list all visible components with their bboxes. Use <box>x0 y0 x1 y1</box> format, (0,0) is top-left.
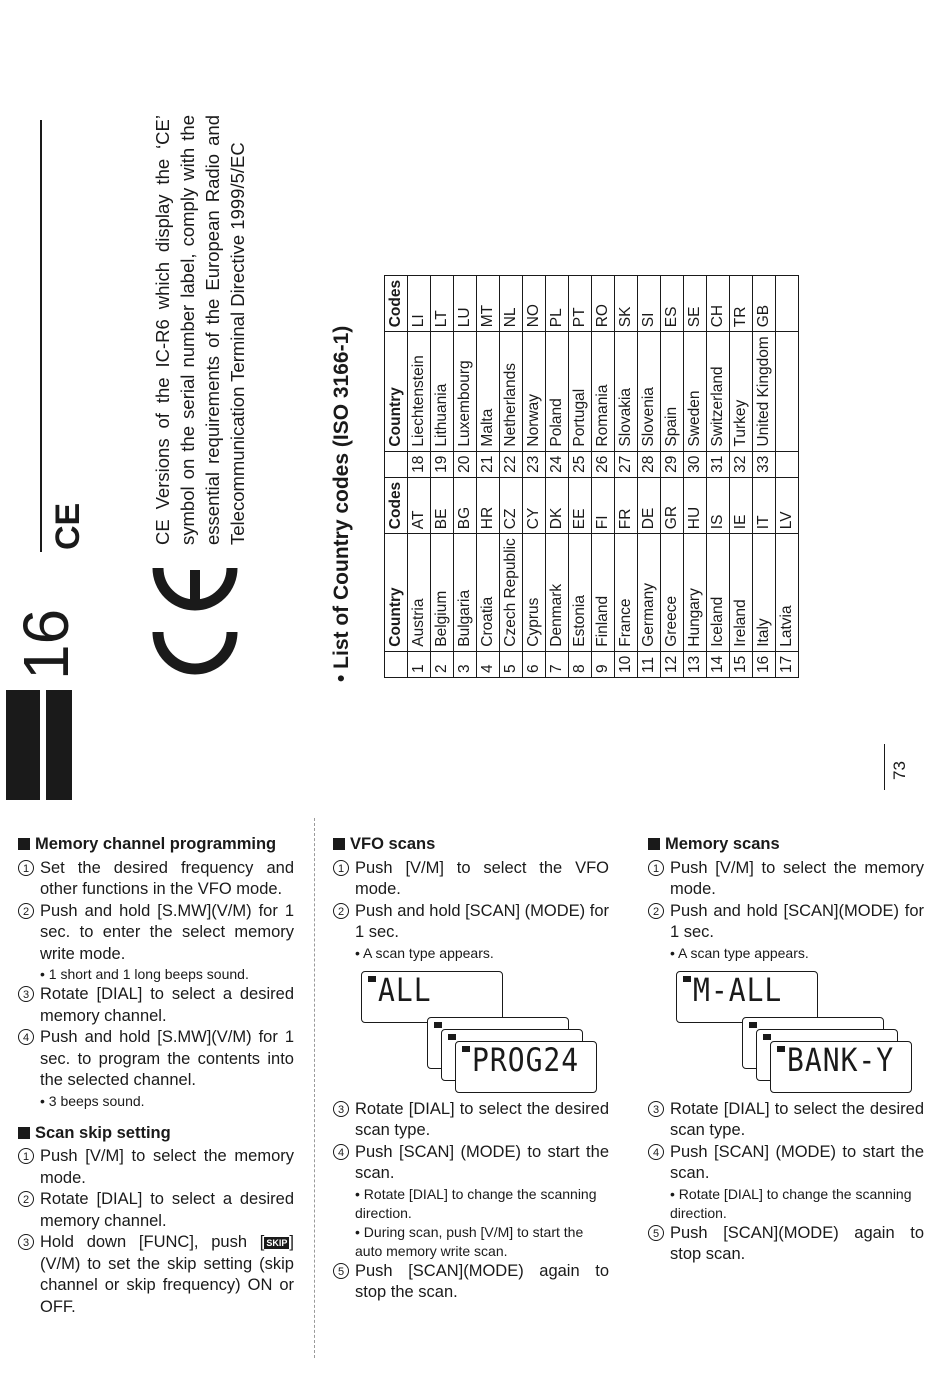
table-cell: Poland <box>546 332 569 451</box>
step-text: Hold down [FUNC], push [ <box>40 1233 265 1251</box>
table-cell: 26 <box>592 451 615 477</box>
table-cell: 19 <box>431 451 454 477</box>
table-cell: Estonia <box>569 534 592 652</box>
step-text: Push [SCAN] (MODE) to start the scan. <box>670 1142 924 1182</box>
table-cell: 25 <box>569 451 592 477</box>
table-cell: 4 <box>477 651 500 677</box>
page-number-rule <box>884 744 885 790</box>
table-row <box>477 275 500 677</box>
table-cell: Switzerland <box>707 332 730 451</box>
table-cell: ES <box>661 275 684 331</box>
lcd-display <box>455 1041 597 1093</box>
lcd-text: PROG24 <box>472 1040 580 1079</box>
circled-1-icon: 1 <box>18 1148 34 1164</box>
table-cell: SK <box>615 275 638 331</box>
table-cell: NL <box>500 275 523 331</box>
table-cell: Romania <box>592 332 615 451</box>
table-cell: CZ <box>500 477 523 533</box>
table-cell: 13 <box>684 651 707 677</box>
table-cell: 33 <box>753 451 776 477</box>
step-text: ] (V/M) to set the skip setting (skip channel or skip frequency) ON or OFF. <box>40 1233 294 1316</box>
step <box>648 858 924 901</box>
table-cell: GR <box>661 477 684 533</box>
circled-3-icon: 3 <box>648 1101 664 1117</box>
section-title <box>333 834 609 856</box>
step-text: Push [V/M] to select the memory mode. <box>670 858 924 898</box>
table-cell: BE <box>431 477 454 533</box>
table-cell: 10 <box>615 651 638 677</box>
chapter-number: 16 <box>10 608 82 680</box>
chapter-tab-bar <box>6 690 40 800</box>
table-cell: Portugal <box>569 332 592 451</box>
table-cell: SE <box>684 275 707 331</box>
lcd-text: BANK-Y <box>787 1040 895 1079</box>
table-cell: 5 <box>500 651 523 677</box>
step <box>648 1099 924 1142</box>
table-cell: 29 <box>661 451 684 477</box>
table-cell: Finland <box>592 534 615 652</box>
table-row <box>661 275 684 677</box>
table-cell: HR <box>477 477 500 533</box>
step-text: Push [V/M] to select the memory mode. <box>40 1147 294 1187</box>
table-cell: 24 <box>546 451 569 477</box>
column-left <box>18 834 294 1318</box>
section-title <box>18 1123 294 1145</box>
table-cell <box>385 651 408 677</box>
step-text: Push [SCAN](MODE) again to stop the scan. <box>355 1261 609 1301</box>
ce-description: CE Versions of the IC-R6 which display the ‘CE’ symbol on the serial number label, comply with the essential requirements of the European Radio and Telecommunication Terminal Directive 1999/5/EC <box>152 115 248 545</box>
circled-5-icon: 5 <box>333 1263 349 1279</box>
table-row <box>523 275 546 677</box>
table-cell: 32 <box>730 451 753 477</box>
table-cell: Austria <box>408 534 431 652</box>
step-text: Rotate [DIAL] to select a desired memory channel. <box>40 985 294 1025</box>
table-cell: 18 <box>408 451 431 477</box>
table-cell: RO <box>592 275 615 331</box>
table-cell: Malta <box>477 332 500 451</box>
country-code-table <box>384 275 799 678</box>
circled-1-icon: 1 <box>18 860 34 876</box>
step-note: • During scan, push [V/M] to start the auto memory write scan. <box>355 1223 584 1259</box>
table-cell: Germany <box>638 534 661 652</box>
circled-3-icon: 3 <box>18 986 34 1002</box>
table-cell: Spain <box>661 332 684 451</box>
step <box>18 1027 294 1092</box>
step-note: • A scan type appears. <box>670 944 809 961</box>
step-text: Push and hold [S.MW](V/M) for 1 sec. to enter the select memory write mode. <box>40 901 294 963</box>
table-cell: GB <box>753 275 776 331</box>
circled-5-icon: 5 <box>648 1225 664 1241</box>
step-text: Set the desired frequency and other functions in the VFO mode. <box>40 858 294 898</box>
section-title <box>648 834 924 856</box>
table-cell: 15 <box>730 651 753 677</box>
lcd-display <box>770 1041 912 1093</box>
circled-2-icon: 2 <box>18 1191 34 1207</box>
step-note: • 3 beeps sound. <box>40 1092 145 1109</box>
table-cell: Iceland <box>707 534 730 652</box>
table-header-row <box>385 275 408 677</box>
table-cell: Sweden <box>684 332 707 451</box>
table-cell: Denmark <box>546 534 569 652</box>
table-cell: 3 <box>454 651 477 677</box>
table-cell: Greece <box>661 534 684 652</box>
lcd-indicator-icon <box>448 1034 456 1040</box>
table-cell: Belgium <box>431 534 454 652</box>
table-cell: LU <box>454 275 477 331</box>
table-cell: NO <box>523 275 546 331</box>
page-number: 73 <box>890 761 909 780</box>
table-cell: 30 <box>684 451 707 477</box>
table-row <box>546 275 569 677</box>
section-title-text: Memory scans <box>665 835 780 853</box>
circled-4-icon: 4 <box>333 1144 349 1160</box>
table-row <box>753 275 776 677</box>
table-cell: Slovenia <box>638 332 661 451</box>
step <box>333 901 609 944</box>
circled-4-icon: 4 <box>648 1144 664 1160</box>
step-text: Push [V/M] to select the VFO mode. <box>355 858 609 898</box>
table-cell: Cyprus <box>523 534 546 652</box>
step <box>18 901 294 966</box>
lcd-indicator-icon <box>749 1022 757 1028</box>
table-cell: Netherlands <box>500 332 523 451</box>
table-row <box>592 275 615 677</box>
step-text: Push [SCAN] (MODE) to start the scan. <box>355 1142 609 1182</box>
section-title-text: Memory channel programming <box>35 835 277 853</box>
table-row <box>776 275 799 677</box>
table-cell: 20 <box>454 451 477 477</box>
lcd-indicator-icon <box>683 976 691 982</box>
table-cell: Luxembourg <box>454 332 477 451</box>
table-cell: Liechtenstein <box>408 332 431 451</box>
skip-key-icon: SKIP <box>266 1238 288 1248</box>
table-cell: Czech Republic <box>500 534 523 652</box>
table-cell <box>385 451 408 477</box>
table-row <box>431 275 454 677</box>
step <box>18 984 294 1027</box>
table-cell: 22 <box>500 451 523 477</box>
ce-mark-icon <box>150 560 240 690</box>
table-cell: SI <box>638 275 661 331</box>
step <box>333 858 609 901</box>
lcd-text: ALL <box>378 970 432 1009</box>
table-cell: TR <box>730 275 753 331</box>
table-cell: 8 <box>569 651 592 677</box>
lcd-illustration <box>333 971 609 1089</box>
step <box>18 1189 294 1232</box>
lcd-display <box>361 971 503 1023</box>
table-row <box>569 275 592 677</box>
circled-3-icon: 3 <box>333 1101 349 1117</box>
column-divider <box>314 818 315 1358</box>
table-cell: PT <box>569 275 592 331</box>
lcd-indicator-icon <box>777 1046 785 1052</box>
step-note: • Rotate [DIAL] to change the scanning direction. <box>670 1185 912 1221</box>
column-right <box>648 834 924 1266</box>
table-row <box>707 275 730 677</box>
table-cell: 6 <box>523 651 546 677</box>
step-text: Push [SCAN](MODE) again to stop scan. <box>670 1223 924 1263</box>
table-cell: Slovakia <box>615 332 638 451</box>
table-cell: LI <box>408 275 431 331</box>
column-middle <box>333 834 609 1304</box>
lcd-display <box>676 971 818 1023</box>
step-text: Push and hold [S.MW](V/M) for 1 sec. to program the contents into the selected channel. <box>40 1028 294 1089</box>
chapter-title: CE <box>49 502 87 550</box>
lcd-text: M-ALL <box>693 970 783 1009</box>
table-cell: 31 <box>707 451 730 477</box>
table-cell: CY <box>523 477 546 533</box>
table-cell: 7 <box>546 651 569 677</box>
table-cell: DE <box>638 477 661 533</box>
circled-2-icon: 2 <box>18 903 34 919</box>
lcd-indicator-icon <box>763 1034 771 1040</box>
table-cell: Croatia <box>477 534 500 652</box>
step-note: • 1 short and 1 long beeps sound. <box>40 966 249 982</box>
step-text: Rotate [DIAL] to select the desired scan type. <box>670 1099 924 1139</box>
table-row <box>684 275 707 677</box>
table-cell: 28 <box>638 451 661 477</box>
table-cell: Bulgaria <box>454 534 477 652</box>
lcd-illustration <box>648 971 924 1089</box>
table-cell: EE <box>569 477 592 533</box>
table-row <box>500 275 523 677</box>
square-bullet-icon <box>333 838 345 850</box>
table-cell: 21 <box>477 451 500 477</box>
table-cell: MT <box>477 275 500 331</box>
table-cell: PL <box>546 275 569 331</box>
table-row <box>638 275 661 677</box>
table-cell: HU <box>684 477 707 533</box>
step <box>648 1142 924 1185</box>
table-cell: LT <box>431 275 454 331</box>
table-cell: IT <box>753 477 776 533</box>
lcd-indicator-icon <box>434 1022 442 1028</box>
table-cell: 9 <box>592 651 615 677</box>
table-cell: IS <box>707 477 730 533</box>
table-cell <box>776 332 799 451</box>
table-cell: Hungary <box>684 534 707 652</box>
step <box>333 1142 609 1185</box>
square-bullet-icon <box>18 838 30 850</box>
section-title-text: VFO scans <box>350 835 436 853</box>
step-text: Push and hold [SCAN](MODE) for 1 sec. <box>670 901 924 941</box>
table-cell: Norway <box>523 332 546 451</box>
table-cell: LV <box>776 477 799 533</box>
section-title <box>18 834 294 856</box>
table-cell: IE <box>730 477 753 533</box>
table-cell: 12 <box>661 651 684 677</box>
table-cell: BG <box>454 477 477 533</box>
table-cell: 16 <box>753 651 776 677</box>
table-cell: Country <box>385 534 408 652</box>
step-note: • A scan type appears. <box>355 944 494 961</box>
table-cell: 2 <box>431 651 454 677</box>
table-cell <box>776 275 799 331</box>
table-cell: 23 <box>523 451 546 477</box>
circled-1-icon: 1 <box>333 860 349 876</box>
table-cell: Ireland <box>730 534 753 652</box>
table-cell: Codes <box>385 275 408 331</box>
step-text: Rotate [DIAL] to select a desired memory channel. <box>40 1190 294 1230</box>
table-cell: France <box>615 534 638 652</box>
table-cell: Italy <box>753 534 776 652</box>
circled-2-icon: 2 <box>333 903 349 919</box>
table-cell: Country <box>385 332 408 451</box>
table-cell: Lithuania <box>431 332 454 451</box>
lcd-indicator-icon <box>462 1046 470 1052</box>
table-cell: Latvia <box>776 534 799 652</box>
table-cell: CH <box>707 275 730 331</box>
chapter-rule <box>40 120 42 552</box>
table-cell: AT <box>408 477 431 533</box>
table-cell: United Kingdom <box>753 332 776 451</box>
table-cell <box>776 451 799 477</box>
table-cell: Turkey <box>730 332 753 451</box>
step <box>333 1261 609 1304</box>
square-bullet-icon <box>18 1127 30 1139</box>
step <box>18 1232 294 1318</box>
table-cell: 27 <box>615 451 638 477</box>
table-cell: 14 <box>707 651 730 677</box>
table-row <box>730 275 753 677</box>
circled-1-icon: 1 <box>648 860 664 876</box>
table-row <box>615 275 638 677</box>
table-cell: 1 <box>408 651 431 677</box>
circled-3-icon: 3 <box>18 1234 34 1250</box>
step-note: • Rotate [DIAL] to change the scanning direction. <box>355 1185 597 1221</box>
step <box>18 1146 294 1189</box>
table-cell: DK <box>546 477 569 533</box>
table-cell: 11 <box>638 651 661 677</box>
step <box>648 901 924 944</box>
square-bullet-icon <box>648 838 660 850</box>
chapter-tab-bar <box>46 690 72 800</box>
table-row <box>454 275 477 677</box>
step <box>333 1099 609 1142</box>
country-list-heading: • List of Country codes (ISO 3166-1) <box>330 325 353 682</box>
table-cell: FI <box>592 477 615 533</box>
step-text: Rotate [DIAL] to select the desired scan type. <box>355 1099 609 1139</box>
circled-2-icon: 2 <box>648 903 664 919</box>
table-cell: Codes <box>385 477 408 533</box>
step <box>18 858 294 901</box>
lcd-indicator-icon <box>368 976 376 982</box>
table-row <box>408 275 431 677</box>
table-cell: 17 <box>776 651 799 677</box>
section-title-text: Scan skip setting <box>35 1123 171 1142</box>
step <box>648 1223 924 1266</box>
step-text: Push and hold [SCAN] (MODE) for 1 sec. <box>355 901 610 941</box>
table-cell: FR <box>615 477 638 533</box>
circled-4-icon: 4 <box>18 1029 34 1045</box>
